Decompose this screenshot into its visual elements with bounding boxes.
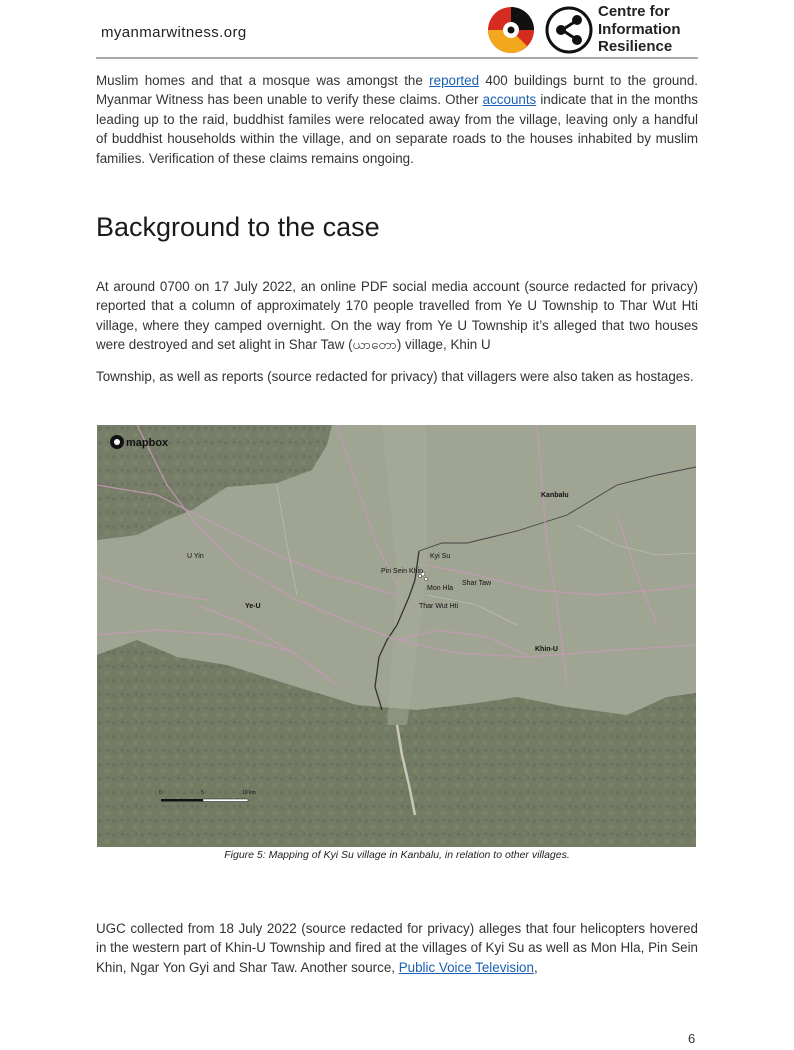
scale-10: 10 km <box>242 790 256 796</box>
label-kanbalu: Kanbalu <box>541 492 569 499</box>
cir-logo-text <box>598 3 681 56</box>
background-paragraph-continued: Township, as well as reports (source redacted for privacy) that villagers were also taken as hostages. <box>96 369 694 384</box>
label-pin-sein-khin: Pin Sein Khin <box>381 568 424 575</box>
reported-link[interactable]: reported <box>429 73 480 88</box>
text-span: indicate that in the months leading up to the raid, buddhist familes were relocated away from the village, leaving only a handful of buddhist households within the village, and on separate roads to the houses inhabited by muslim families. Verification of these claims remains ongoing. <box>96 92 698 166</box>
figure-caption: Figure 5: Mapping of Kyi Su village in Kanbalu, in relation to other villages. <box>224 849 570 861</box>
label-thar-wut-hti: Thar Wut Hti <box>419 603 459 610</box>
logo-line: Information <box>598 20 681 38</box>
text-span: , <box>533 959 538 975</box>
text-span: 400 buildings burnt to the ground. Myanmar Witness has been unable to verify these claims. Other <box>96 73 698 108</box>
text-span: UGC collected from 18 July 2022 (source redacted for privacy) alleges that four helicopters hovered in the western part of Khin-U Township and fired at the villages of Kyi Su as well as Mon Hla, Pin Sein Khin, Ngar Yon Gyi and Shar Taw. Another source, <box>96 921 698 975</box>
intro-paragraph <box>96 71 698 168</box>
accounts-link[interactable]: accounts <box>482 92 537 108</box>
site-url: myanmarwitness.org <box>101 24 247 41</box>
share-network-icon <box>545 6 593 54</box>
label-shar-taw: Shar Taw <box>462 580 492 587</box>
background-paragraph: At around 0700 on 17 July 2022, an online PDF social media account (source redacted for privacy) reported that a column of approximately 170 people travelled from Ye U Township to Thar Wut Hti village, where they camped overnight. On the way from Ye U Township it’s alleged that two houses were destroyed and set alight in Shar Taw (ယာတော) village, Khin U <box>96 279 698 353</box>
label-mon-hla: Mon Hla <box>427 585 454 592</box>
label-khin-u: Khin-U <box>535 646 558 653</box>
text-span: Muslim homes and that a mosque was amongst the <box>96 73 430 88</box>
scale-0: 0 <box>159 790 162 796</box>
myanmar-witness-logo <box>487 6 535 54</box>
ugc-paragraph <box>96 919 698 977</box>
header-divider <box>96 57 698 59</box>
scale-5: 5 <box>201 790 204 796</box>
mapbox-logo <box>110 435 169 449</box>
logo-line: Resilience <box>598 38 673 55</box>
page-number: 6 <box>688 1031 696 1046</box>
logo-line: Centre for <box>598 3 670 20</box>
public-voice-tv-link[interactable]: Public Voice Television <box>398 959 534 975</box>
kanbalu-map[interactable] <box>97 425 696 847</box>
mapbox-text: mapbox <box>126 437 169 449</box>
mon-hla-marker <box>424 577 427 580</box>
label-kyi-su: Kyi Su <box>430 553 451 560</box>
label-ye-u: Ye-U <box>245 603 261 610</box>
section-heading: Background to the case <box>96 212 380 242</box>
label-u-yin: U Yin <box>187 553 204 560</box>
